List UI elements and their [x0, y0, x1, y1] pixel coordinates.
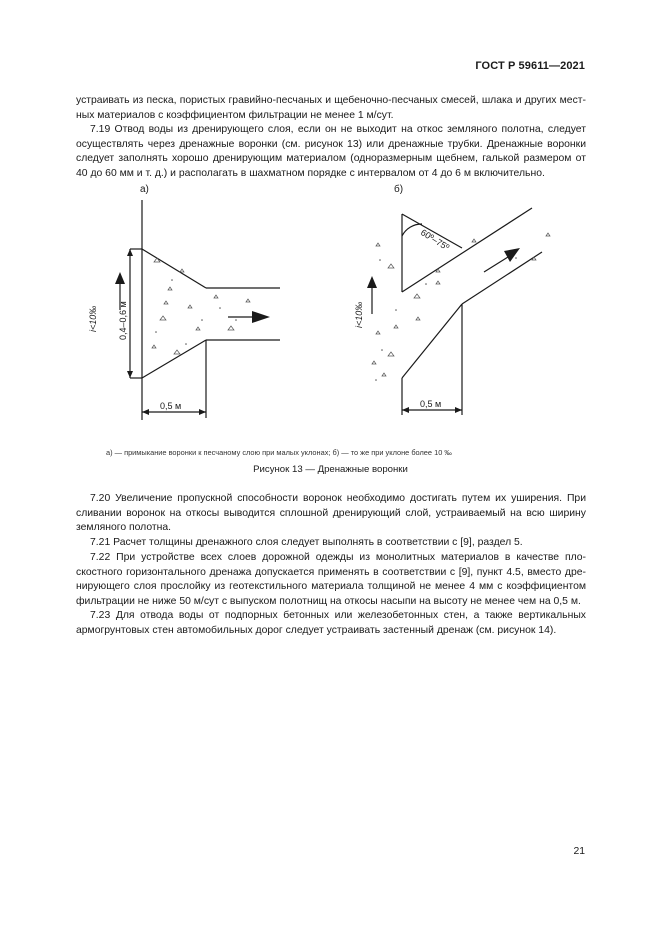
- page-number: 21: [573, 846, 585, 857]
- panel-a-height-label: 0,4–0,6 м: [118, 301, 128, 340]
- text-line: 40 до 60 мм и т. д.) и располагать в шахматном порядке с интервалом от 4 до 6 м включительно.: [76, 167, 545, 179]
- panel-b-slope-label: i<10‰: [354, 301, 364, 328]
- panel-a-dim-arrowhead-bottom: [127, 371, 133, 378]
- panel-b-slope-arrowhead: [367, 276, 377, 288]
- panel-b-width-arrowhead-left: [402, 407, 409, 413]
- panel-a-width-arrowhead-right: [199, 409, 206, 415]
- panel-a-width-label: 0,5 м: [160, 401, 182, 411]
- panel-b-angle-label: 60º–75º: [418, 227, 452, 253]
- figure-13: [76, 180, 586, 455]
- panel-a-label: а): [140, 184, 149, 195]
- text-line: нирующего слоя прослойку из геотекстильного материала толщиной не менее 4 мм с коэффициентом: [76, 581, 586, 593]
- panel-a-flow-arrowhead: [252, 311, 270, 323]
- panel-a-dim-arrowhead-top: [127, 249, 133, 256]
- panel-b-flow-arrow-shaft: [484, 257, 508, 272]
- panel-a-slope-arrowhead: [115, 272, 125, 284]
- text-line: следует заполнять хорошо дренирующим материалом (одноразмерным щебнем, галькой размером от: [76, 153, 586, 165]
- paragraph-7-19: [76, 123, 586, 181]
- text-line: сливании воронок на откосы выводится сплошной дренирующий слой, устраиваемый на всю ширину: [76, 507, 586, 519]
- text-line: 7.22 При устройстве всех слоев дорожной одежды из монолитных материалов в качестве пло-: [90, 552, 586, 563]
- panel-a-slope-label: i<10‰: [88, 305, 98, 332]
- text-line: ных материалов с коэффициентом фильтрации не менее 1 м/сут.: [76, 109, 394, 121]
- panel-a-width-arrowhead-left: [142, 409, 149, 415]
- text-line: скостного горизонтального дренажа допускается применять в соответствии с [9], пункт 4.5, вместо дре-: [76, 566, 586, 578]
- text-line: армогрунтовых стен автомобильных дорог следует устраивать застенный дренаж (см. рисунок 14).: [76, 624, 557, 636]
- text-line: устраивать из песка, пористых гравийно-песчаных и щебеночно-песчаных смесей, шлака и других мест-: [76, 95, 586, 106]
- paragraph-7-18-continuation: [76, 94, 586, 123]
- gravel-fill-pattern: [152, 233, 550, 376]
- paragraph-7-21: [76, 536, 586, 551]
- paragraph-7-20: [76, 492, 586, 536]
- panel-b-label: б): [394, 184, 404, 195]
- panel-b-flow-arrowhead: [504, 248, 520, 262]
- panel-a-upper-slope-line: [142, 249, 206, 288]
- paragraph-7-23: [76, 609, 586, 638]
- text-line: 7.20 Увеличение пропускной способности воронок необходимо достигать путем их уширения. При: [90, 493, 586, 504]
- text-line: земляного полотна.: [76, 522, 172, 534]
- drainage-funnels-drawing: [76, 180, 586, 455]
- document-header: ГОСТ Р 59611—2021: [475, 60, 585, 72]
- paragraph-7-22: [76, 551, 586, 609]
- text-line: фильтрации не ниже 50 м/сут с выпуском полотнищ на откосы насыпи на высоту не менее чем на 0,5 м.: [76, 595, 581, 607]
- panel-b-upper-outlet-line: [462, 252, 542, 304]
- panel-a-lower-slope-line: [142, 340, 206, 378]
- text-line: 7.19 Отвод воды из дренирующего слоя, если он не выходит на откос земляного полотна, следует: [90, 124, 586, 135]
- text-line: 7.23 Для отвода воды от подпорных бетонных или железобетонных стен, а также вертикальных: [90, 610, 586, 621]
- panel-b-width-label: 0,5 м: [420, 399, 442, 409]
- text-line: осуществлять через дренажные воронки (см. рисунок 13) или дренажные трубки. Дренажные воронки: [76, 138, 586, 150]
- panel-b-width-arrowhead-right: [455, 407, 462, 413]
- figure-caption: Рисунок 13 — Дренажные воронки: [253, 464, 408, 475]
- panel-b-lower-slope-line: [402, 304, 462, 378]
- text-line: 7.21 Расчет толщины дренажного слоя следует выполнять в соответствии с [9], раздел 5.: [90, 537, 523, 548]
- figure-note: а) — примыкание воронки к песчаному слою при малых уклонах; б) — то же при уклоне более 10 ‰: [106, 448, 452, 457]
